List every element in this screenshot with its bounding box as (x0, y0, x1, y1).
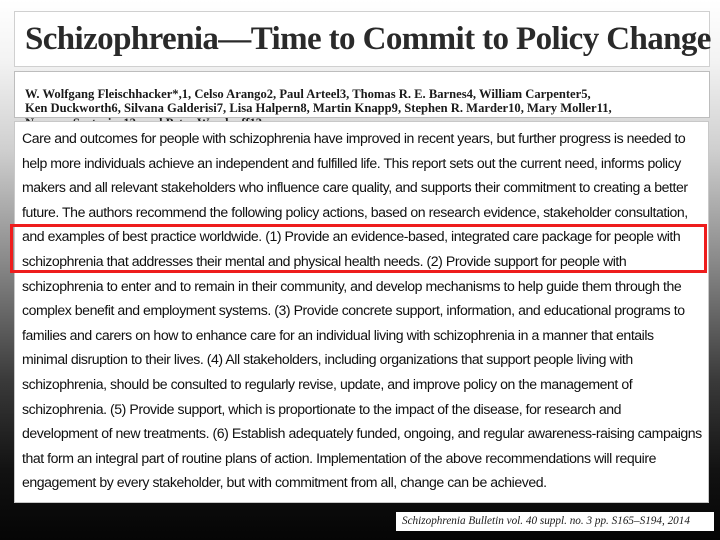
abstract-panel (14, 121, 709, 503)
highlight-box (10, 224, 707, 273)
abstract-line: Care and outcomes for people with schizophrenia have improved in recent years, but further progress is needed to (22, 130, 686, 146)
citation-panel (396, 512, 714, 531)
abstract-line: development of new treatments. (6) Establish adequately funded, ongoing, and regular awareness-raising campaigns (22, 425, 702, 442)
abstract-line: makers and all relevant stakeholders who influence care quality, and supports their commitment to creating a better (22, 179, 688, 196)
abstract-line: schizophrenia. (5) Provide support, which is proportionate to the impact of the disease, for research and (22, 400, 622, 417)
journal-citation: Schizophrenia Bulletin vol. 40 suppl. no. 3 pp. S165–S194, 2014 (402, 515, 690, 527)
abstract-line: minimal disruption to their lives. (4) All stakeholders, including organizations that support people living with (22, 351, 633, 368)
abstract-line: complex benefit and employment systems. (3) Provide concrete support, information, and educational programs to (22, 302, 685, 319)
abstract-line: schizophrenia, should be consulted to regularly revise, update, and improve policy on the management of (22, 375, 633, 392)
abstract-line: engagement by every stakeholder, but with commitment from all, change can be achieved. (22, 474, 547, 491)
abstract-line: future. The authors recommend the following policy actions, based on research evidence, stakeholder consultation, (22, 203, 688, 220)
abstract-line: help more individuals achieve an independent and fulfilled life. This report sets out the current need, informs policy (22, 154, 681, 171)
title-panel (14, 11, 710, 67)
author-line: W. Wolfgang Fleischhacker*,1, Celso Arango2, Paul Arteel3, Thomas R. E. Barnes4, William Carpenter5, (25, 87, 591, 102)
author-line: Ken Duckworth6, Silvana Galderisi7, Lisa Halpern8, Martin Knapp9, Stephen R. Marder10, Mary Moller11, (25, 101, 612, 116)
abstract-line: schizophrenia that addresses their mental and physical health needs. (2) Provide support for people with (22, 252, 627, 269)
paper-title: Schizophrenia—Time to Commit to Policy Change (25, 21, 711, 57)
abstract-line: that form an integral part of routine plans of action. Implementation of the above recommendations will require (22, 449, 656, 466)
abstract-text (22, 126, 708, 495)
abstract-line: and examples of best practice worldwide. (1) Provide an evidence-based, integrated care package for people with (22, 228, 681, 245)
abstract-line: families and carers on how to enhance care for an individual living with schizophrenia in a manner that entails (22, 326, 654, 343)
abstract-line: schizophrenia to enter and to remain in their community, and develop mechanisms to help guide them through the (22, 277, 682, 294)
authors-panel (14, 71, 710, 118)
